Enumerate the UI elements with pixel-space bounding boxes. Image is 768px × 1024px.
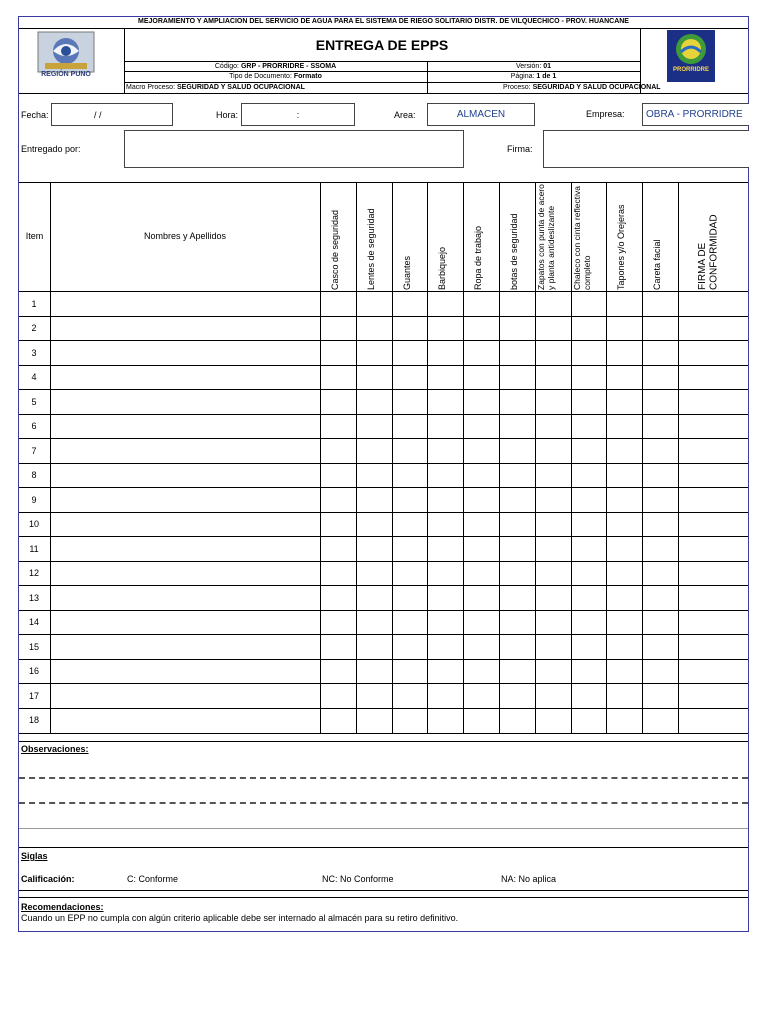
pagina-value: 1 de 1 — [536, 73, 557, 80]
table-row-number: 10 — [28, 519, 39, 529]
table-row-number: 14 — [28, 617, 39, 627]
table-row-number: 11 — [29, 544, 39, 554]
table-row-number: 6 — [31, 421, 37, 431]
version-field — [427, 63, 640, 70]
conformity-header: FIRMA DE CONFORMIDAD — [697, 214, 720, 290]
firma-input[interactable] — [543, 130, 749, 168]
table-row-number: 17 — [28, 691, 39, 701]
calificacion-label: Calificación: — [21, 874, 75, 884]
epp-header-chaleco: Chaleco con cinta reflectiva completo — [572, 186, 592, 290]
proceso-value: SEGURIDAD Y SALUD OCUPACIONAL — [532, 84, 661, 91]
tipo-label: Tipo de Documento: — [229, 73, 292, 80]
codigo-field — [124, 63, 427, 70]
no-conforme-text: NC: No Conforme — [322, 874, 394, 884]
table-row-number: 18 — [28, 715, 39, 725]
recomendaciones-label: Recomendaciones: — [21, 902, 104, 912]
project-title: MEJORAMIENTO Y AMPLIACION DEL SERVICIO DE AGUA PARA EL SISTEMA DE RIEGO SOLITARIO DISTR. DE VILQUECHICO - PROV. HUANCANE — [138, 18, 629, 25]
epp-header-guantes: Guantes — [402, 255, 412, 290]
table-row-number: 7 — [31, 446, 37, 456]
firma-label: Firma: — [507, 144, 533, 154]
observation-line — [19, 802, 748, 804]
codigo-label: Código: — [214, 63, 240, 70]
logo-left-caption: REGIÓN PUNO — [41, 71, 91, 78]
entregado-label: Entregado por: — [21, 144, 81, 154]
epp-header-casco: Casco de seguridad — [330, 209, 340, 290]
region-puno-logo — [37, 31, 95, 81]
epp-header-zapatos: Zapatos con punta de acero y planta antideslizante — [536, 184, 556, 290]
siglas-label: Siglas — [21, 851, 48, 861]
epp-header-ropa: Ropa de trabajo — [473, 225, 483, 290]
fecha-input[interactable]: / / — [51, 103, 173, 126]
item-header: Item — [25, 231, 44, 241]
prorridre-logo — [667, 30, 715, 82]
observation-line — [19, 777, 748, 779]
area-input[interactable]: ALMACEN — [427, 103, 535, 126]
epp-header-lentes: Lentes de seguridad — [366, 208, 376, 290]
codigo-value: GRP - PRORRIDRE - SSOMA — [240, 63, 337, 70]
no-aplica-text: NA: No aplica — [501, 874, 557, 884]
table-row-number: 3 — [31, 348, 37, 358]
doc-title: ENTREGA DE EPPS — [315, 37, 449, 53]
hora-input[interactable]: : — [241, 103, 355, 126]
table-row-number: 13 — [28, 593, 39, 603]
area-label: Area: — [394, 110, 416, 120]
table-row-number: 2 — [31, 323, 37, 333]
version-value: 01 — [543, 63, 552, 70]
table-row-number: 1 — [31, 299, 37, 309]
macro-label: Macro Proceso: — [126, 84, 176, 91]
table-row-number: 15 — [28, 642, 39, 652]
table-row-number: 5 — [31, 397, 37, 407]
empresa-input[interactable]: OBRA - PRORRIDRE — [642, 103, 749, 126]
table-row-number: 12 — [28, 568, 39, 578]
proceso-field — [503, 84, 661, 91]
fecha-label: Fecha: — [21, 110, 49, 120]
version-label: Versión: — [515, 63, 542, 70]
pagina-label: Página: — [510, 73, 535, 80]
macro-field — [126, 84, 426, 91]
table-row-number: 16 — [28, 666, 39, 676]
epp-header-botas: botas de seguridad — [509, 213, 519, 290]
tipo-value: Formato — [293, 73, 322, 80]
tipo-field — [124, 73, 427, 80]
empresa-label: Empresa: — [586, 109, 625, 119]
prorridre-emblem-icon — [667, 30, 715, 82]
table-row-number: 4 — [31, 372, 37, 382]
macro-value: SEGURIDAD Y SALUD OCUPACIONAL — [176, 84, 305, 91]
name-header: Nombres y Apellidos — [143, 231, 227, 241]
hora-label: Hora: — [216, 110, 239, 120]
epp-header-barbiquejo: Barbiquejo — [437, 246, 447, 290]
epp-header-careta: Careta facial — [652, 239, 662, 290]
recomendaciones-text: Cuando un EPP no cumpla con algún criterio aplicable debe ser internado al almacén para su retiro definitivo. — [21, 913, 459, 923]
observaciones-label: Observaciones: — [21, 744, 89, 754]
proceso-label: Proceso: — [503, 84, 531, 91]
logo-right-caption: PRORRIDRE — [672, 67, 709, 73]
epp-header-tapones: Tapones y/o Orejeras — [616, 204, 626, 290]
pagina-field — [427, 73, 640, 80]
table-row-number: 8 — [31, 470, 37, 480]
table-row-number: 9 — [31, 495, 37, 505]
conforme-text: C: Conforme — [127, 874, 179, 884]
entregado-input[interactable] — [124, 130, 464, 168]
